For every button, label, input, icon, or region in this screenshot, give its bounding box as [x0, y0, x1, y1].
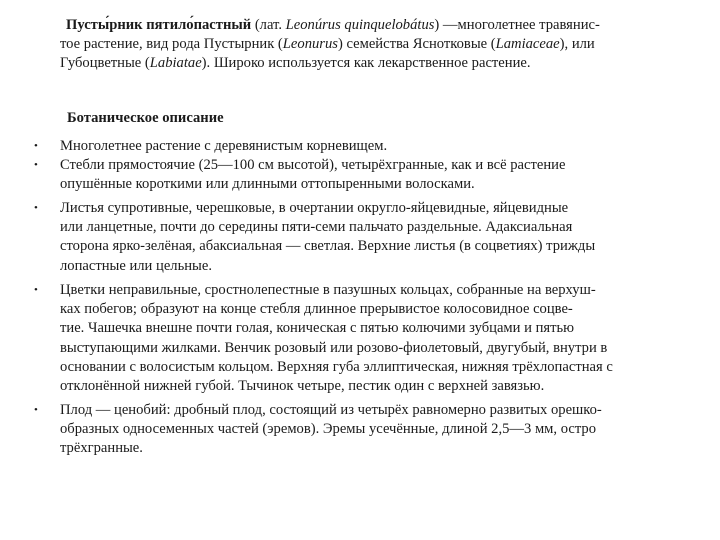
list-item-line: основании с волосистым кольцом. Верхняя губа эллиптическая, нижняя трёхлопастная с — [60, 358, 613, 375]
latin-prefix: (лат. — [251, 17, 286, 33]
list-item-line: опушённые короткими или длинными оттопыренными волосками. — [60, 176, 475, 193]
intro-paragraph — [60, 16, 688, 74]
bullet-icon: • — [34, 140, 38, 152]
section-heading: Ботаническое описание — [67, 110, 224, 126]
list-item-line: Многолетнее растение с деревянистым корневищем. — [60, 138, 388, 154]
intro-line-2-text-a: тое растение, вид рода Пустырник ( — [60, 36, 283, 53]
intro-line-2-text-c: ), или — [559, 36, 595, 53]
intro-line-1-rest: ) —многолетнее травянис- — [434, 17, 600, 33]
bullet-icon: • — [34, 284, 38, 296]
list-item-line: выступающими жилками. Венчик розовый или розово-фиолетовый, двугубый, внутри в — [60, 339, 608, 356]
list-item-line: ках побегов; образуют на конце стебля длинное прерывистое колосовидное соцве- — [60, 301, 573, 318]
plant-name: Пусты́рник пятило́пастный — [66, 17, 252, 33]
family-name: Lamiaceae — [495, 36, 560, 53]
list-item-line: Цветки неправильные, сростнолепестные в пазушных кольцах, собранные на верхуш- — [60, 282, 596, 298]
intro-line-3-text-b: ). Широко используется как лекарственное растение. — [201, 55, 531, 72]
intro-line-2-text-b: ) семейства Яснотковые ( — [337, 36, 496, 53]
list-item-line: трёхгранные. — [60, 440, 143, 457]
list-item-line: тие. Чашечка внешне почти голая, коническая с пятью колючими зубцами и пятью — [60, 320, 575, 337]
list-item-line: отклонённой нижней губой. Тычинок четыре, пестик один с верхней завязью. — [60, 378, 545, 395]
list-item — [34, 401, 688, 459]
list-item — [34, 281, 688, 396]
list-item-line: Стебли прямостоячие (25—100 см высотой), четырёхгранные, как и всё растение — [60, 157, 566, 173]
list-item-line: или ланцетные, почти до середины пяти-семи пальчато раздельные. Адаксиальная — [60, 219, 573, 236]
bullet-icon: • — [34, 159, 38, 171]
intro-line-3-text-a: Губоцветные ( — [60, 55, 150, 72]
intro-line-3 — [60, 54, 688, 73]
list-item-line: Плод — ценобий: дробный плод, состоящий из четырёх равномерно развитых орешко- — [60, 402, 602, 418]
list-item-line: Листья супротивные, черешковые, в очертании округло-яйцевидные, яйцевидные — [60, 200, 569, 216]
list-item — [34, 199, 688, 276]
alt-family-name: Labiatae — [149, 55, 202, 72]
genus-name: Leonurus — [282, 36, 338, 53]
bullet-icon: • — [34, 404, 38, 416]
list-item — [34, 137, 688, 156]
bullet-icon: • — [34, 202, 38, 214]
intro-line-1 — [60, 16, 688, 35]
list-item-line: сторона ярко-зелёная, абаксиальная — светлая. Верхние листья (в соцветиях) трижды — [60, 238, 596, 255]
list-item-line: образных односеменных частей (эремов). Эремы усечённые, длиной 2,5—3 мм, остро — [60, 421, 596, 438]
list-item-line: лопастные или цельные. — [60, 257, 212, 274]
list-item — [34, 156, 688, 194]
latin-name: Leonúrus quinquelobátus — [285, 17, 435, 33]
intro-line-2 — [60, 35, 688, 54]
